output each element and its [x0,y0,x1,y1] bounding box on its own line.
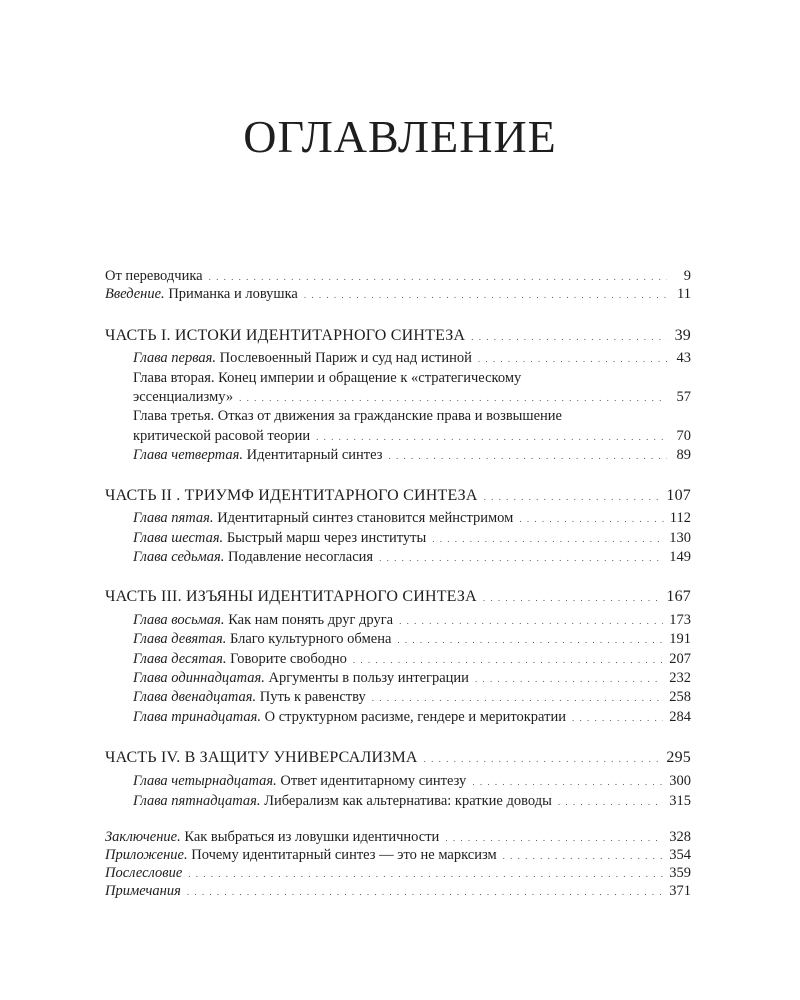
chapter-title: Аргументы в пользу интеграции [268,670,469,686]
entry-label: Приложение. [105,847,188,863]
dot-leader [304,286,667,305]
page-number: 315 [669,793,691,809]
chapter-title: Идентитарный синтез [246,447,383,463]
toc-chapter-2 [133,388,691,408]
dot-leader [399,612,663,631]
page-number: 300 [669,773,691,789]
chapter-title: Как нам понять друг друга [228,612,394,628]
toc-chapter-11 [133,669,691,689]
toc-chapter-3-line1 [133,407,653,426]
chapter-label: Глава восьмая. [133,612,225,628]
page-number: 89 [676,447,691,463]
entry-label: Примечания [105,883,181,899]
toc-part-1 [105,326,691,347]
chapter-title: О структурном расизме, гендере и меритократии [264,709,566,725]
chapter-title: Говорите свободно [230,651,347,667]
chapter-title: Отказ от движения за гражданские права и возвышение [217,408,562,424]
chapter-label: Глава девятая. [133,631,227,647]
toc-chapter-4 [133,446,691,466]
page-title: ОГЛАВЛЕНИЕ [243,111,557,162]
page-number: 284 [669,709,691,725]
dot-leader [187,883,663,902]
part-title: ЧАСТЬ II . ТРИУМФ ИДЕНТИТАРНОГО СИНТЕЗА [105,487,478,504]
chapter-label: Глава пятая. [133,510,214,526]
page-number: 130 [669,530,691,546]
page-number: 39 [674,327,691,344]
chapter-title-continued: критической расовой теории [133,428,311,444]
dot-leader [572,709,663,728]
toc-chapter-3 [133,427,691,447]
toc-chapter-13 [133,708,691,728]
dot-leader [478,350,667,369]
chapter-label: Глава тринадцатая. [133,709,261,725]
page-number: 149 [669,549,691,565]
entry-title: Почему идентитарный синтез — это не марксизм [191,847,497,863]
page-number: 167 [666,588,691,605]
page-number: 359 [669,865,691,881]
page-number: 371 [669,883,691,899]
page-number: 295 [666,749,691,766]
toc-chapter-7 [133,548,691,568]
toc-chapter-1 [133,349,691,369]
page-number: 112 [669,510,691,526]
toc-part-2 [105,486,691,507]
dot-leader [484,488,661,507]
chapter-label: Глава четырнадцатая. [133,773,277,789]
toc-chapter-6 [133,529,691,549]
entry-label: Введение. [105,286,165,302]
chapter-title: Идентитарный синтез становится мейнстримом [217,510,514,526]
page-number: 70 [676,428,691,444]
toc-chapter-8 [133,611,691,631]
dot-leader [558,793,663,812]
dot-leader [388,447,667,466]
chapter-label: Глава десятая. [133,651,227,667]
chapter-label: Глава шестая. [133,530,224,546]
entry-title: От переводчика [105,268,203,284]
dot-leader [483,589,661,608]
dot-leader [397,631,663,650]
toc-chapter-5 [133,509,691,529]
toc-entry-afterword [105,864,691,884]
toc-chapter-2-line1 [133,369,653,388]
dot-leader [424,750,661,769]
toc-chapter-14 [133,772,691,792]
page-number: 191 [669,631,691,647]
toc-entry-introduction [105,285,691,305]
toc-entry-translator [105,267,691,287]
dot-leader [353,651,663,670]
page-number: 107 [666,487,691,504]
toc-part-3 [105,587,691,608]
entry-label: Послесловие [105,865,183,881]
part-title: ЧАСТЬ III. ИЗЪЯНЫ ИДЕНТИТАРНОГО СИНТЕЗА [105,588,477,605]
page-number: 9 [683,268,691,284]
chapter-title: Ответ идентитарному синтезу [280,773,467,789]
chapter-title: Путь к равенству [259,689,366,705]
toc-chapter-10 [133,650,691,670]
page-number: 43 [676,350,691,366]
toc-chapter-9 [133,630,691,650]
entry-title: Как выбраться из ловушки идентичности [184,829,440,845]
dot-leader [379,549,663,568]
chapter-label: Глава четвертая. [133,447,243,463]
chapter-title: Либерализм как альтернатива: краткие доводы [264,793,552,809]
dot-leader [472,773,663,792]
page-number: 207 [669,651,691,667]
entry-label: Заключение. [105,829,181,845]
chapter-label: Глава седьмая. [133,549,225,565]
chapter-title: Послевоенный Париж и суд над истиной [219,350,472,366]
page-number: 258 [669,689,691,705]
chapter-title: Благо культурного обмена [229,631,392,647]
chapter-label: Глава первая. [133,350,217,366]
toc-chapter-15 [133,792,691,812]
page-number: 328 [669,829,691,845]
chapter-title: Быстрый марш через институты [226,530,427,546]
page-number: 57 [676,389,691,405]
chapter-label: Глава пятнадцатая. [133,793,261,809]
page-number: 354 [669,847,691,863]
dot-leader [471,328,667,347]
chapter-label: Глава третья. [133,408,215,424]
dot-leader [316,428,667,447]
chapter-label: Глава двенадцатая. [133,689,257,705]
toc-part-4 [105,748,691,769]
part-title: ЧАСТЬ I. ИСТОКИ ИДЕНТИТАРНОГО СИНТЕЗА [105,327,466,344]
toc-entry-appendix [105,846,691,866]
page-number: 232 [669,670,691,686]
toc-entry-conclusion [105,828,691,848]
entry-title: Приманка и ловушка [168,286,298,302]
toc-chapter-12 [133,688,691,708]
chapter-title-continued: эссенциализму» [133,389,234,405]
dot-leader [372,689,664,708]
page-number: 11 [677,286,691,302]
chapter-label: Глава вторая. [133,370,215,386]
chapter-title: Подавление несогласия [228,549,374,565]
dot-leader [432,530,663,549]
dot-leader [519,510,663,529]
page-number: 173 [669,612,691,628]
dot-leader [239,389,667,408]
chapter-title: Конец империи и обращение к «стратегическому [218,370,522,386]
part-title: ЧАСТЬ IV. В ЗАЩИТУ УНИВЕРСАЛИЗМА [105,749,418,766]
chapter-label: Глава одиннадцатая. [133,670,265,686]
dot-leader [475,670,663,689]
toc-entry-notes [105,882,691,902]
